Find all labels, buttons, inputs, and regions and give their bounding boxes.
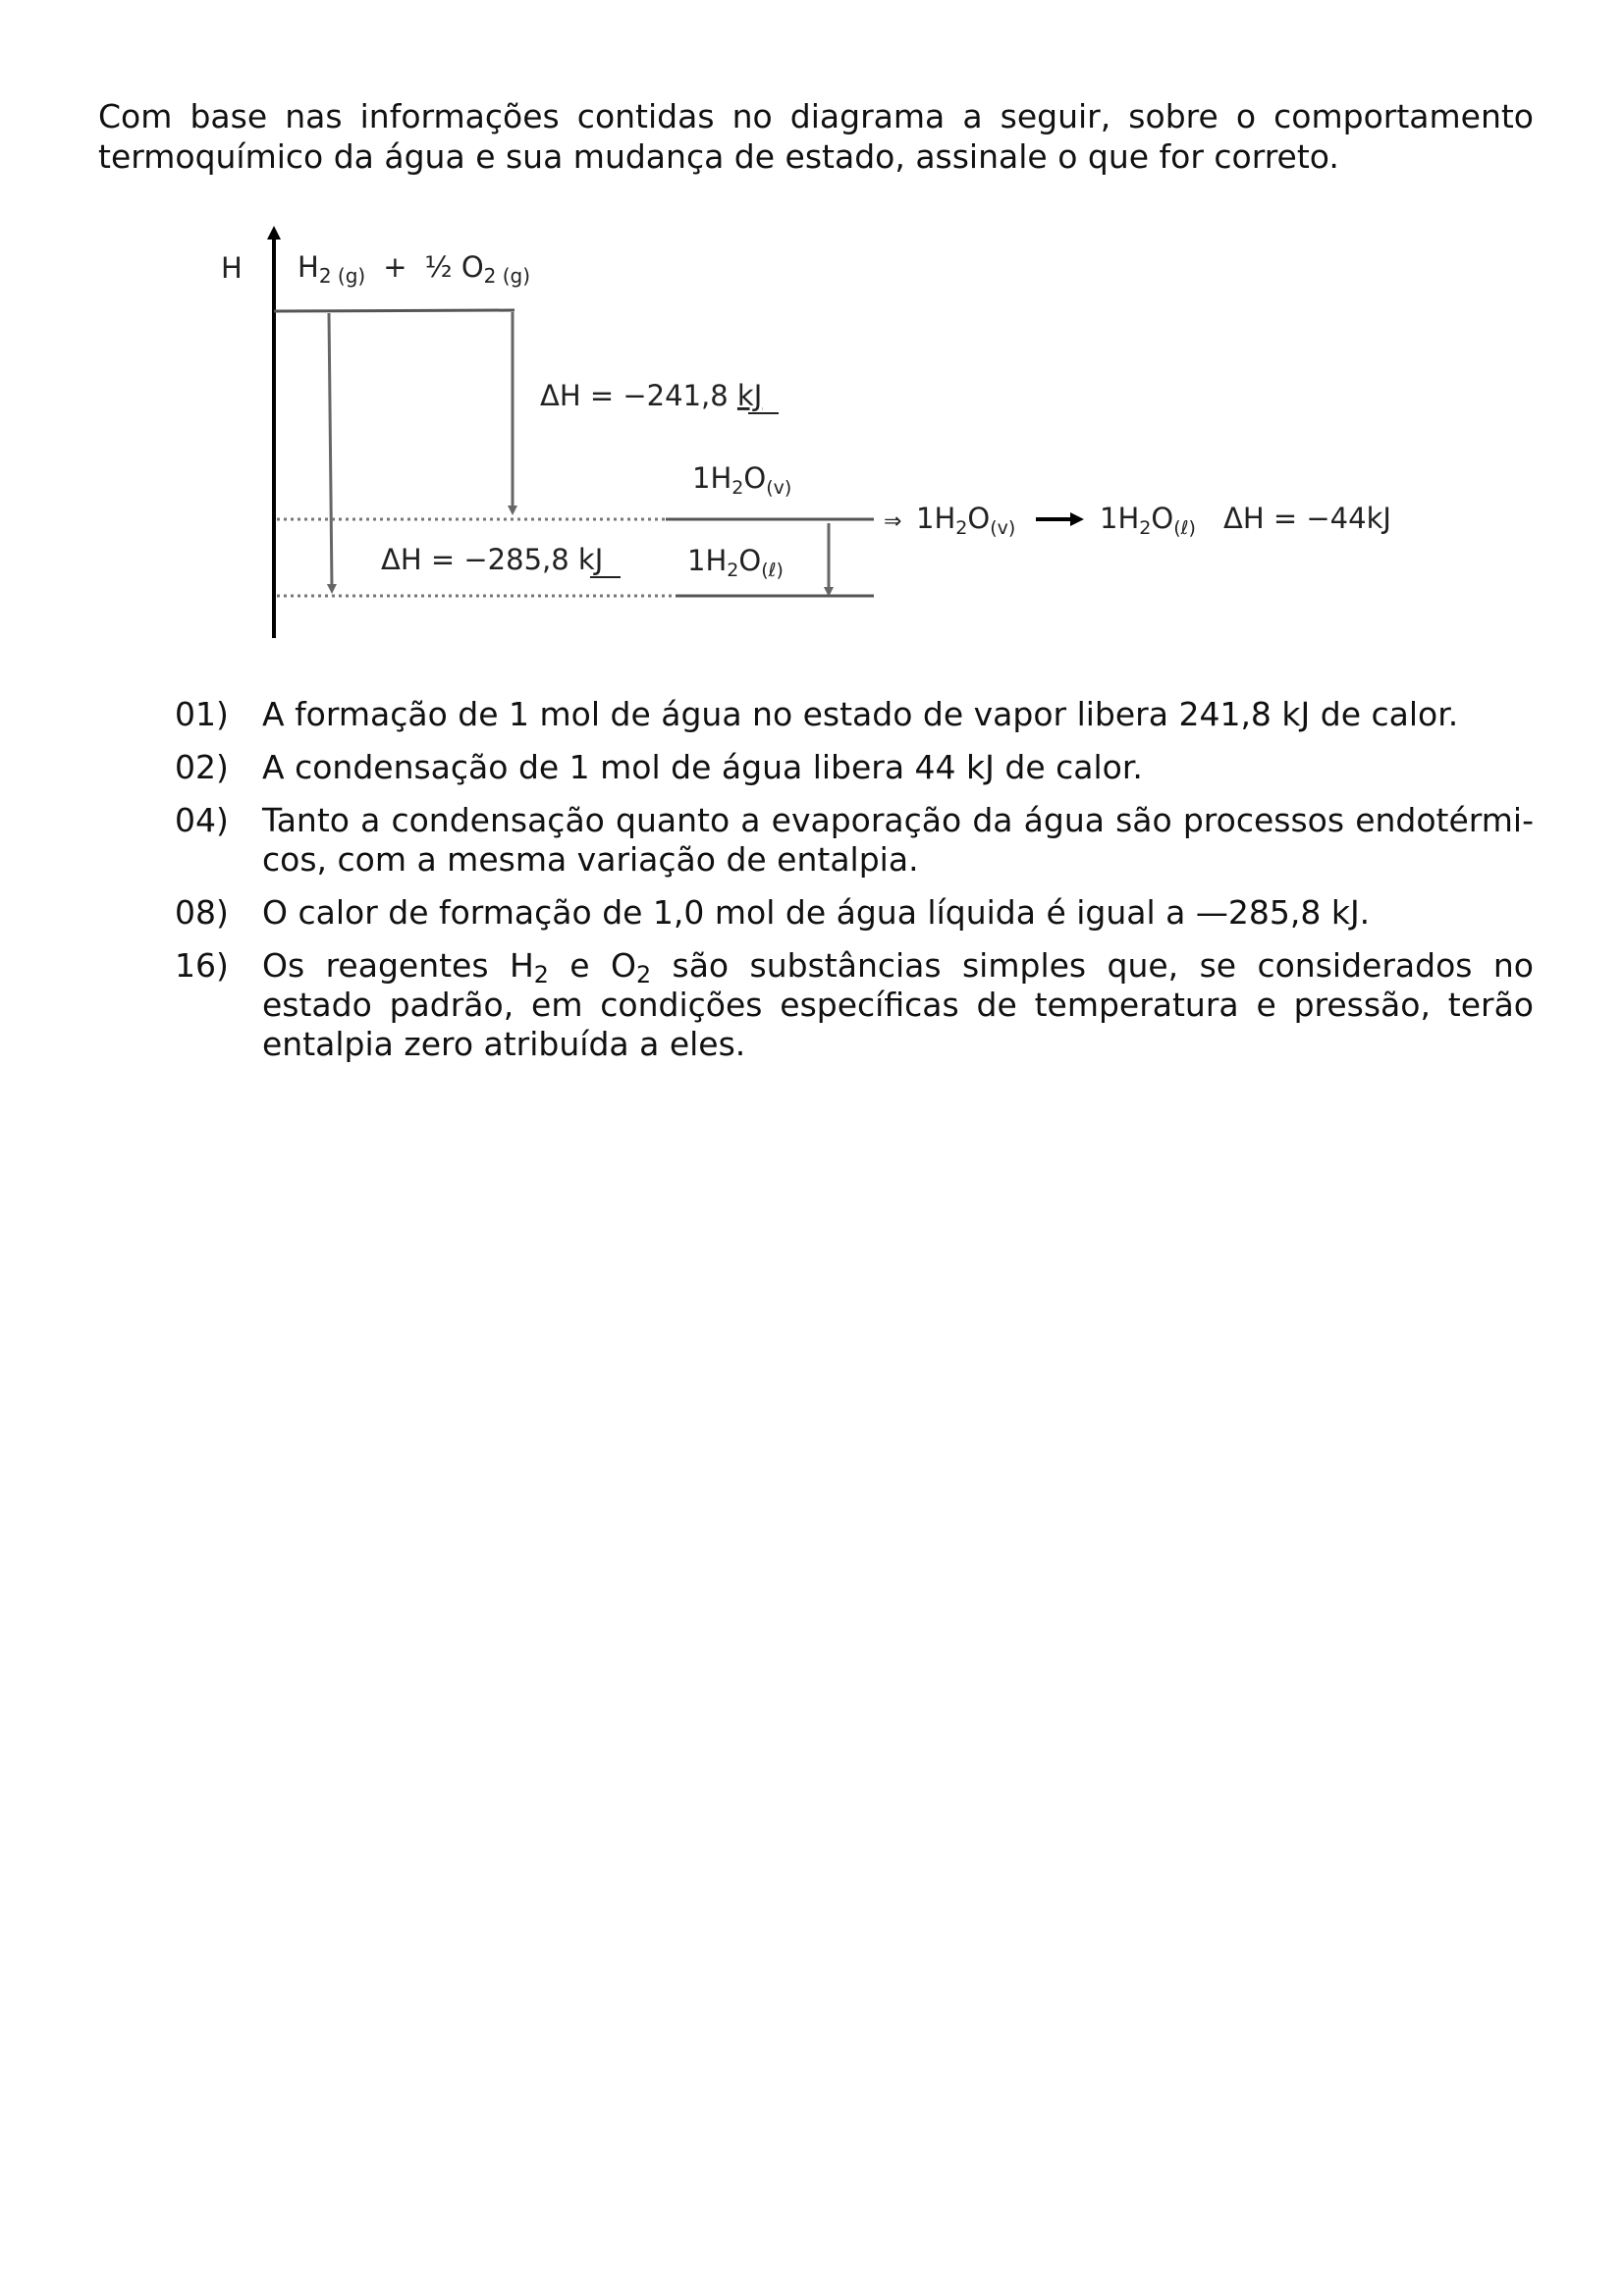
side-equation-reactant: $1H_2O_{(v)}$ bbox=[916, 502, 1016, 539]
option-text: A formação de 1 mol de água no estado de vapor libera 241,8 kJ de calor. bbox=[262, 695, 1459, 733]
liquid-level-label: $1H_2O_{(\ell)}$ bbox=[687, 544, 784, 581]
answer-options bbox=[175, 695, 1534, 1078]
formation-liquid-arrow bbox=[329, 313, 332, 589]
side-equation-implies: ⇒ bbox=[884, 509, 902, 534]
option-16 bbox=[175, 946, 1534, 1064]
option-04 bbox=[175, 801, 1534, 880]
vapor-level-label: $1H_2O_{(v)}$ bbox=[692, 461, 792, 499]
question-intro: Com base nas informações contidas no diagrama a seguir, sobre o comportamento termoquímico da água e sua mudança de estado, assinale o que for correto. bbox=[98, 97, 1534, 176]
side-equation-product: $1H_2O_{(\ell)}$ bbox=[1100, 502, 1196, 539]
dh-vapor-label: ΔH = −241,8 kJ bbox=[540, 379, 763, 412]
option-01 bbox=[175, 695, 1534, 734]
side-equation-dh: ΔH = −44kJ bbox=[1223, 502, 1391, 535]
enthalpy-diagram bbox=[196, 221, 1473, 653]
reactants-label: $H_{2 (g)}$ + ½ $O_{2 (g)}$ bbox=[298, 250, 531, 288]
option-number: 16) bbox=[175, 946, 229, 985]
dh-liquid-label: ΔH = −285,8 kJ bbox=[381, 543, 604, 576]
option-number: 01) bbox=[175, 695, 229, 733]
option-text: Os reagentes $H_2$ e $O_2$ são substâncias simples que, se considerados no estado padrão, em condições específicas de temperatura e pressão, terão entalpia zero atribuída a eles. bbox=[262, 946, 1534, 1063]
option-number: 08) bbox=[175, 893, 229, 932]
option-text: Tanto a condensação quanto a evaporação da água são processos endotérmi-cos, com a mesma variação de entalpia. bbox=[262, 801, 1534, 879]
option-number: 04) bbox=[175, 801, 229, 839]
reactants-level-line bbox=[274, 310, 514, 311]
enthalpy-axis-label: H bbox=[221, 251, 243, 285]
option-08 bbox=[175, 893, 1534, 933]
option-text: A condensação de 1 mol de água libera 44 kJ de calor. bbox=[262, 748, 1143, 786]
option-02 bbox=[175, 748, 1534, 787]
option-number: 02) bbox=[175, 748, 229, 786]
option-text: O calor de formação de 1,0 mol de água líquida é igual a —285,8 kJ. bbox=[262, 893, 1371, 932]
